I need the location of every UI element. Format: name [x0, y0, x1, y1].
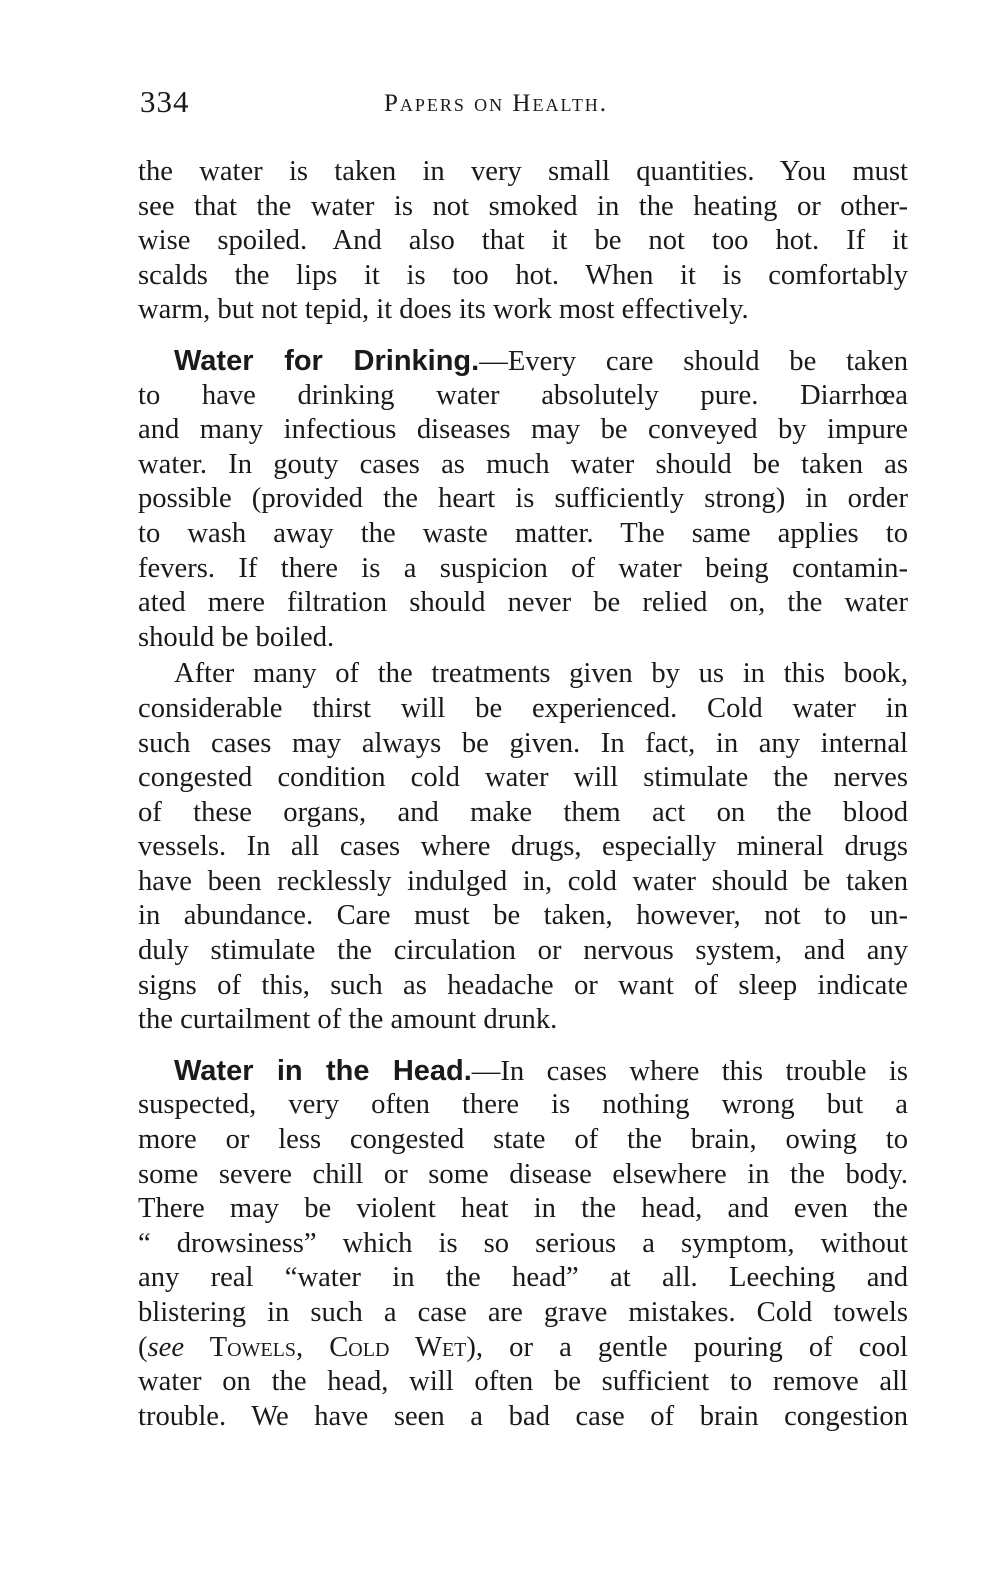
text-line: to have drinking water absolutely pure. Diarrhœa [138, 379, 908, 411]
text-line: blistering in such a case are grave mistakes. Cold towels [138, 1297, 908, 1328]
section-water-for-drinking [138, 344, 908, 655]
text-line: and many infectious diseases may be conveyed by impure [138, 414, 908, 446]
text-line: After many of the treatments given by us in this book, [174, 658, 908, 690]
text-line: ated mere filtration should never be relied on, the water [138, 587, 908, 619]
text-line: There may be violent heat in the head, and even the [138, 1193, 908, 1225]
text-line: any real “water in the head” at all. Leeching and [138, 1262, 908, 1294]
text-fragment: —In cases where this trouble is [471, 1055, 908, 1087]
text-fragment: ), or a gentle pouring of cool [466, 1331, 908, 1363]
text-line: considerable thirst will be experienced. Cold water in [138, 692, 908, 724]
text-line: signs of this, such as headache or want of sleep indicate [138, 969, 908, 1001]
text-line: suspected, very often there is nothing wrong but a [138, 1089, 908, 1121]
see-italic: see [147, 1331, 185, 1363]
cross-reference-line [138, 1331, 908, 1366]
text-line: scalds the lips it is too hot. When it is comfortably [138, 259, 908, 291]
text-line: in abundance. Care must be taken, however, not to un- [138, 900, 908, 932]
section-water-in-the-head [138, 1054, 908, 1435]
section-first-line [138, 344, 908, 379]
text-line: fevers. If there is a suspicion of water being contamin- [138, 552, 908, 584]
text-line: “ drowsiness” which is so serious a symptom, without [138, 1227, 908, 1259]
page-number: 334 [140, 84, 190, 119]
text-line: water. In gouty cases as much water should be taken as [138, 448, 908, 480]
text-line: have been recklessly indulged in, cold water should be taken [138, 865, 908, 897]
running-title: Papers on Health. [384, 90, 609, 117]
text-line: duly stimulate the circulation or nervous system, and any [138, 935, 908, 967]
text-line: to wash away the waste matter. The same applies to [138, 517, 908, 549]
running-head [140, 84, 910, 124]
text-line: water on the head, will often be sufficient to remove all [138, 1366, 908, 1398]
text-line: of these organs, and make them act on the blood [138, 796, 908, 828]
cross-reference: Towels, Cold Wet [184, 1331, 467, 1363]
paragraph-continuation [138, 155, 908, 328]
body-text [138, 155, 908, 1434]
section-first-line [138, 1054, 908, 1089]
text-line: some severe chill or some disease elsewhere in the body. [138, 1158, 908, 1190]
text-line: such cases may always be given. In fact, in any internal [138, 727, 908, 759]
text-fragment: ( [138, 1331, 148, 1363]
text-line: vessels. In all cases where drugs, especially mineral drugs [138, 831, 908, 863]
section-heading-drinking: Water for Drinking. [174, 344, 480, 377]
text-line: see that the water is not smoked in the heating or other- [138, 190, 908, 222]
text-line: congested condition cold water will stimulate the nerves [138, 762, 908, 794]
text-line: the water is taken in very small quantities. You must [138, 156, 908, 187]
text-line: wise spoiled. And also that it be not too hot. If it [138, 225, 908, 257]
text-line: the curtailment of the amount drunk. [138, 1004, 558, 1036]
text-line: possible (provided the heart is sufficiently strong) in order [138, 483, 908, 515]
text-line: more or less congested state of the brain, owing to [138, 1124, 908, 1156]
section-heading-head: Water in the Head. [174, 1054, 472, 1087]
text-line: warm, but not tepid, it does its work most effectively. [138, 294, 749, 326]
text-line: trouble. We have seen a bad case of brain congestion [138, 1400, 908, 1432]
text-fragment: —Every care should be taken [479, 345, 908, 377]
paragraph-thirst [138, 657, 908, 1038]
text-line: should be boiled. [138, 621, 335, 653]
